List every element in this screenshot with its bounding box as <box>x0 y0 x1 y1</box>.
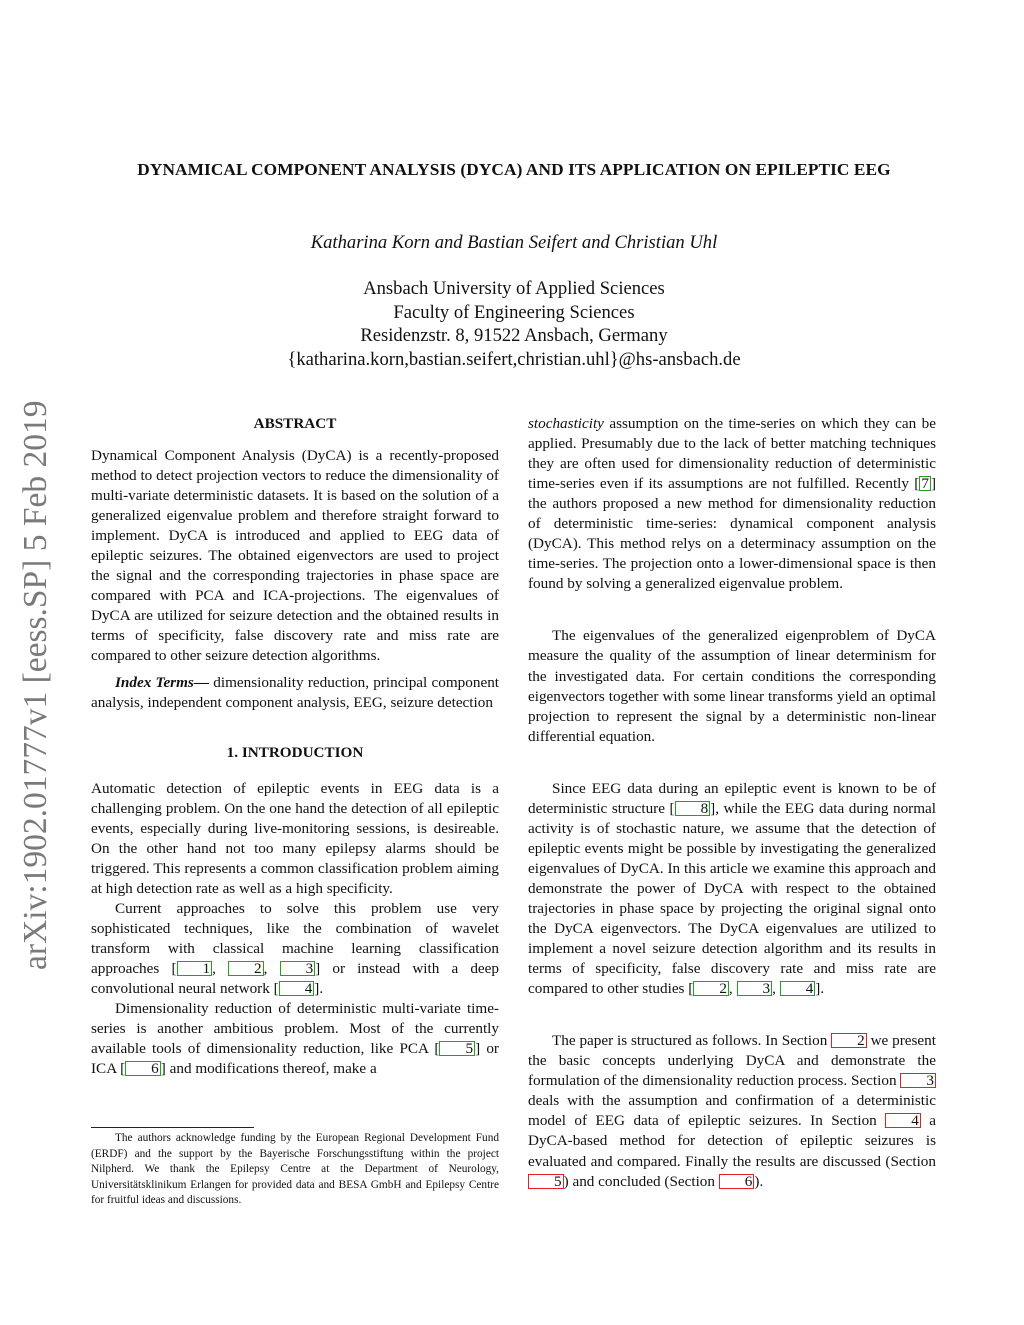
footnote-rule <box>91 1127 254 1128</box>
citation-link-3b[interactable]: 3 <box>737 981 773 996</box>
affiliation-address: Residenzstr. 8, 91522 Ansbach, Germany <box>360 325 668 346</box>
affiliation-university: Ansbach University of Applied Sciences <box>363 278 665 299</box>
citation-link-5[interactable]: 5 <box>439 1041 475 1056</box>
citation-link-3[interactable]: 3 <box>280 961 316 976</box>
affiliation-block <box>92 277 936 371</box>
left-column <box>91 414 499 1079</box>
index-terms-label: Index Terms— <box>115 673 210 691</box>
intro-paragraph-1: Automatic detection of epileptic events in EEG data is a challenging problem. On the one hand the detection of all epileptic events, especially during live-monitoring sessions, is desireable. On the other hand not too many epilepsy alarms should be triggered. This represents a common classification problem aiming at high detection rate as well as a high specificity. <box>91 779 499 897</box>
affiliation-emails: {katharina.korn,bastian.seifert,christian.uhl}@hs-ansbach.de <box>287 348 741 370</box>
abstract-text: Dynamical Component Analysis (DyCA) is a recently-proposed method to detect projection vectors to reduce the dimensionality of multi-variate deterministic datasets. It is based on the solution of a generalized eigenvalue problem and therefore straight forward to implement. DyCA is introduced and applied to EEG data of epileptic seizures. The obtained eigenvectors are used to project the signal and the corresponding trajectories in phase space are compared with PCA and ICA-projections. The eigenvalues of DyCA are utilized for seizure detection and the obtained results in terms of specificity, false discovery rate and miss rate are compared to other seizure detection algorithms. <box>91 447 499 665</box>
section-link-6[interactable]: 6 <box>719 1174 755 1189</box>
right-paragraph-2: The eigenvalues of the generalized eigenproblem of DyCA measure the quality of the assumption of linear determinism for the investigated data. For certain conditions the corresponding eigenvectors together with some linear transforms yield an optimal projection to represent the signal by a deterministic non-linear differential equation. <box>528 627 936 745</box>
footnote: The authors acknowledge funding by the European Regional Development Fund (ERDF) and the support by the Bayerische Forschungsstiftung within the project Nilpherd. We thank the Epilepsy Centre at the Department of Neurology, Universitätsklinikum Erlangen for provided data and BESA GmbH and Epilepsy Centre for fruitful ideas and discussions. <box>91 1132 499 1207</box>
citation-link-6[interactable]: 6 <box>125 1061 161 1076</box>
index-terms-text: dimensionality reduction, principal component analysis, independent component analysis, EEG, seizure detection <box>91 673 500 711</box>
affiliation-faculty: Faculty of Engineering Sciences <box>393 301 635 323</box>
introduction-heading: 1. INTRODUCTION <box>226 743 364 761</box>
citation-link-1[interactable]: 1 <box>177 961 213 976</box>
paper-title: DYNAMICAL COMPONENT ANALYSIS (DYCA) AND ITS APPLICATION ON EPILEPTIC EEG <box>137 160 891 179</box>
section-link-2[interactable]: 2 <box>831 1033 867 1048</box>
abstract-heading: ABSTRACT <box>253 415 337 432</box>
paper-authors: Katharina Korn and Bastian Seifert and Christian Uhl <box>310 232 718 253</box>
section-link-3[interactable]: 3 <box>900 1073 936 1088</box>
arxiv-stamp <box>16 362 56 970</box>
section-link-5[interactable]: 5 <box>528 1174 564 1189</box>
citation-link-8[interactable]: 8 <box>675 801 711 816</box>
right-column <box>528 414 936 1192</box>
citation-link-4[interactable]: 4 <box>279 981 315 996</box>
right-paragraph-1: stochasticity assumption on the time-series on which they can be applied. Presumably due to the lack of better matching techniques they are often used for dimensionality reduction of deterministic time-series even if its assumptions are not fulfilled. Recently [ 7 ] the authors proposed a new method for dimensionality reduction of deterministic time-series: dynamical component analysis (DyCA). This method relys on a determinacy assumption on the time-series. The projection onto a lower-dimensional space is then found by solving a generalized eigenvalue problem. <box>528 415 936 593</box>
intro-paragraph-2: Current approaches to solve this problem use very sophisticated techniques, like the combination of wavelet transform with classical machine learning classification approaches [ 1 , 2 , 3 ] or instead with a deep convolutional neural network [ 4 ]. <box>91 899 500 998</box>
citation-link-7[interactable]: 7 <box>921 475 929 493</box>
citation-link-2[interactable]: 2 <box>228 961 264 976</box>
citation-link-2b[interactable]: 2 <box>693 981 729 996</box>
arxiv-stamp-text: arXiv:1902.01777v1 [eess.SP] 5 Feb 2019 <box>17 400 54 970</box>
right-paragraph-4: The paper is structured as follows. In Section 2 we present the basic concepts underlying DyCA and demonstrate the formulation of the dimensionality reduction process. Section 3 deals with the assumption and confirmation of a deterministic model of EEG data of epileptic seizures. In Section 4 a DyCA-based method for detection of epileptic seizures is evaluated and compared. Finally the results are discussed (Section 5 ) and concluded (Section 6 ). <box>528 1032 936 1190</box>
right-paragraph-3: Since EEG data during an epileptic event is known to be of deterministic structure [ 8 ], while the EEG data during normal activity is of stochastic nature, we assume that the detection of epileptic events might be possible by investigating the generalized eigenvalues of DyCA. In this article we examine this approach and demonstrate the power of DyCA with respect to the obtained trajectories in phase space by projecting the original signal onto the DyCA eigenvectors. The DyCA eigenvalues are utilized to implement a novel seizure detection algorithm and its results in terms of specificity, false discovery rate and miss rate are compared to other studies [ 2 , 3 , 4 ]. <box>528 779 937 998</box>
citation-link-4b[interactable]: 4 <box>780 981 816 996</box>
index-terms <box>91 673 499 713</box>
section-link-4[interactable]: 4 <box>885 1113 921 1128</box>
intro-paragraph-3: Dimensionality reduction of deterministic multi-variate time-series is another ambitious problem. Most of the currently available tools of dimensionality reduction, like PCA [ 5 ] or ICA [ 6 ] and modifications thereof, make a <box>91 1000 499 1078</box>
